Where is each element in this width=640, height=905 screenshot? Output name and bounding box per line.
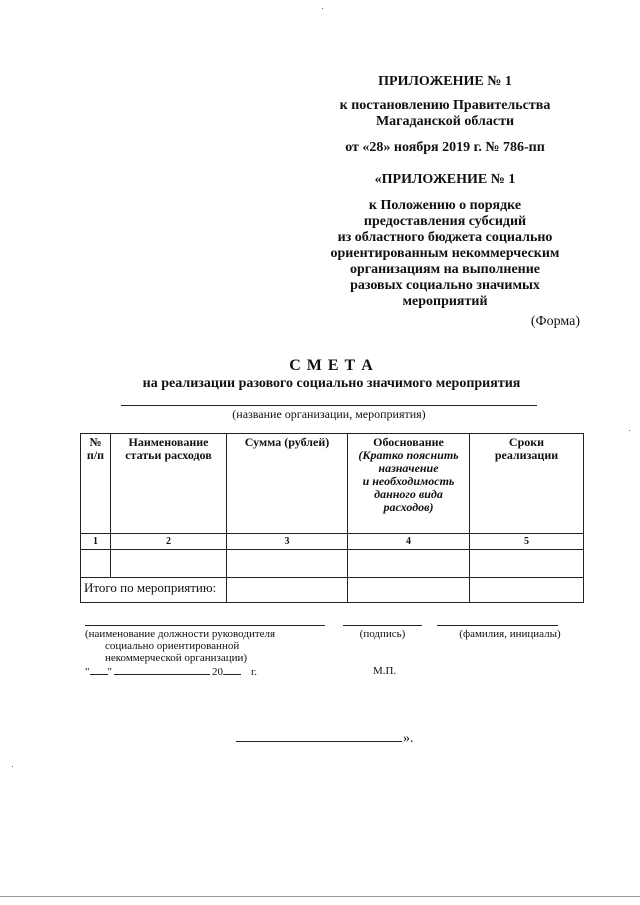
header-sum <box>227 434 348 534</box>
table-total-row <box>81 578 584 603</box>
name-line <box>437 625 558 626</box>
decree-date: от «28» ноября 2019 г. № 786-пп <box>345 140 545 155</box>
name-hint: (фамилия, инициалы) <box>459 628 561 640</box>
estimate-table <box>80 433 584 603</box>
table-cell[interactable] <box>81 550 111 578</box>
date-year-blank[interactable] <box>223 664 241 675</box>
total-terms-cell[interactable] <box>470 578 584 603</box>
document-subtitle: на реализации разового социально значимого мероприятия <box>142 376 521 391</box>
total-justification-cell[interactable] <box>348 578 470 603</box>
date-year-prefix: 20 <box>212 666 223 678</box>
table-row <box>81 550 584 578</box>
decree-line-1: к постановлению Правительства <box>339 98 551 113</box>
regulation-line: организациям на выполнение <box>349 262 541 277</box>
column-number: 2 <box>111 534 227 550</box>
closing-line <box>236 741 402 742</box>
table-cell[interactable] <box>470 550 584 578</box>
stamp-label: М.П. <box>373 665 397 677</box>
organization-name-line <box>121 405 537 406</box>
header-text: и необходимость <box>362 474 455 488</box>
header-justification <box>348 434 470 534</box>
position-hint-line: (наименование должности руководителя <box>85 628 276 640</box>
regulation-line: разовых социально значимых <box>350 278 540 293</box>
header-text: данного вида <box>374 487 443 501</box>
position-line <box>85 625 325 626</box>
date-month-blank[interactable] <box>114 664 210 675</box>
table-header-row <box>81 434 584 534</box>
total-label: Итого по мероприятию: <box>81 578 227 603</box>
header-text: Обоснование <box>373 435 444 449</box>
total-sum-cell[interactable] <box>227 578 348 603</box>
signature-line <box>343 625 422 626</box>
regulation-line: мероприятий <box>402 294 488 309</box>
decree-line-2: Магаданской области <box>375 114 515 129</box>
header-text: Сумма (рублей) <box>244 435 330 449</box>
header-text: п/п <box>86 448 105 462</box>
date-day-blank[interactable] <box>90 664 108 675</box>
scan-dot <box>629 430 630 431</box>
form-label: (Форма) <box>530 314 580 329</box>
header-text: статьи расходов <box>125 448 212 462</box>
date-quote-open: " <box>85 666 90 678</box>
table-cell[interactable] <box>111 550 227 578</box>
regulation-text <box>300 198 590 310</box>
signature-hint: (подпись) <box>359 628 406 640</box>
organization-name-hint: (название организации, мероприятия) <box>232 407 426 421</box>
regulation-line: из областного бюджета социально <box>337 230 553 245</box>
scan-dot <box>12 766 13 767</box>
position-hint <box>85 628 325 664</box>
date-field <box>85 664 285 678</box>
header-text: реализации <box>494 448 559 462</box>
date-quote-close: " <box>107 666 112 678</box>
column-number: 3 <box>227 534 348 550</box>
table-number-row <box>81 534 584 550</box>
regulation-line: к Положению о порядке <box>368 198 522 213</box>
header-text: № <box>89 435 102 449</box>
document-title: С М Е Т А <box>289 357 374 374</box>
header-text: назначение <box>378 461 439 475</box>
column-number: 1 <box>81 534 111 550</box>
table-cell[interactable] <box>348 550 470 578</box>
table-cell[interactable] <box>227 550 348 578</box>
header-terms <box>470 434 584 534</box>
appendix-title: ПРИЛОЖЕНИЕ № 1 <box>378 74 512 89</box>
scan-dot <box>322 8 323 9</box>
header-number <box>81 434 111 534</box>
scan-edge-line <box>0 896 640 897</box>
date-year-suffix: г. <box>251 666 258 678</box>
position-hint-line: социально ориентированной <box>105 640 240 652</box>
column-number: 4 <box>348 534 470 550</box>
regulation-line: предоставления субсидий <box>363 214 527 229</box>
column-number: 5 <box>470 534 584 550</box>
header-text: Наименование <box>128 435 209 449</box>
closing-mark: ». <box>403 731 414 746</box>
sub-appendix-title: «ПРИЛОЖЕНИЕ № 1 <box>374 172 516 187</box>
header-expense-item <box>111 434 227 534</box>
header-text: Сроки <box>508 435 545 449</box>
position-hint-line: некоммерческой организации) <box>105 652 248 664</box>
header-text: расходов) <box>383 500 434 514</box>
regulation-line: ориентированным некоммерческим <box>330 246 560 261</box>
header-text: (Кратко пояснить <box>358 448 459 462</box>
